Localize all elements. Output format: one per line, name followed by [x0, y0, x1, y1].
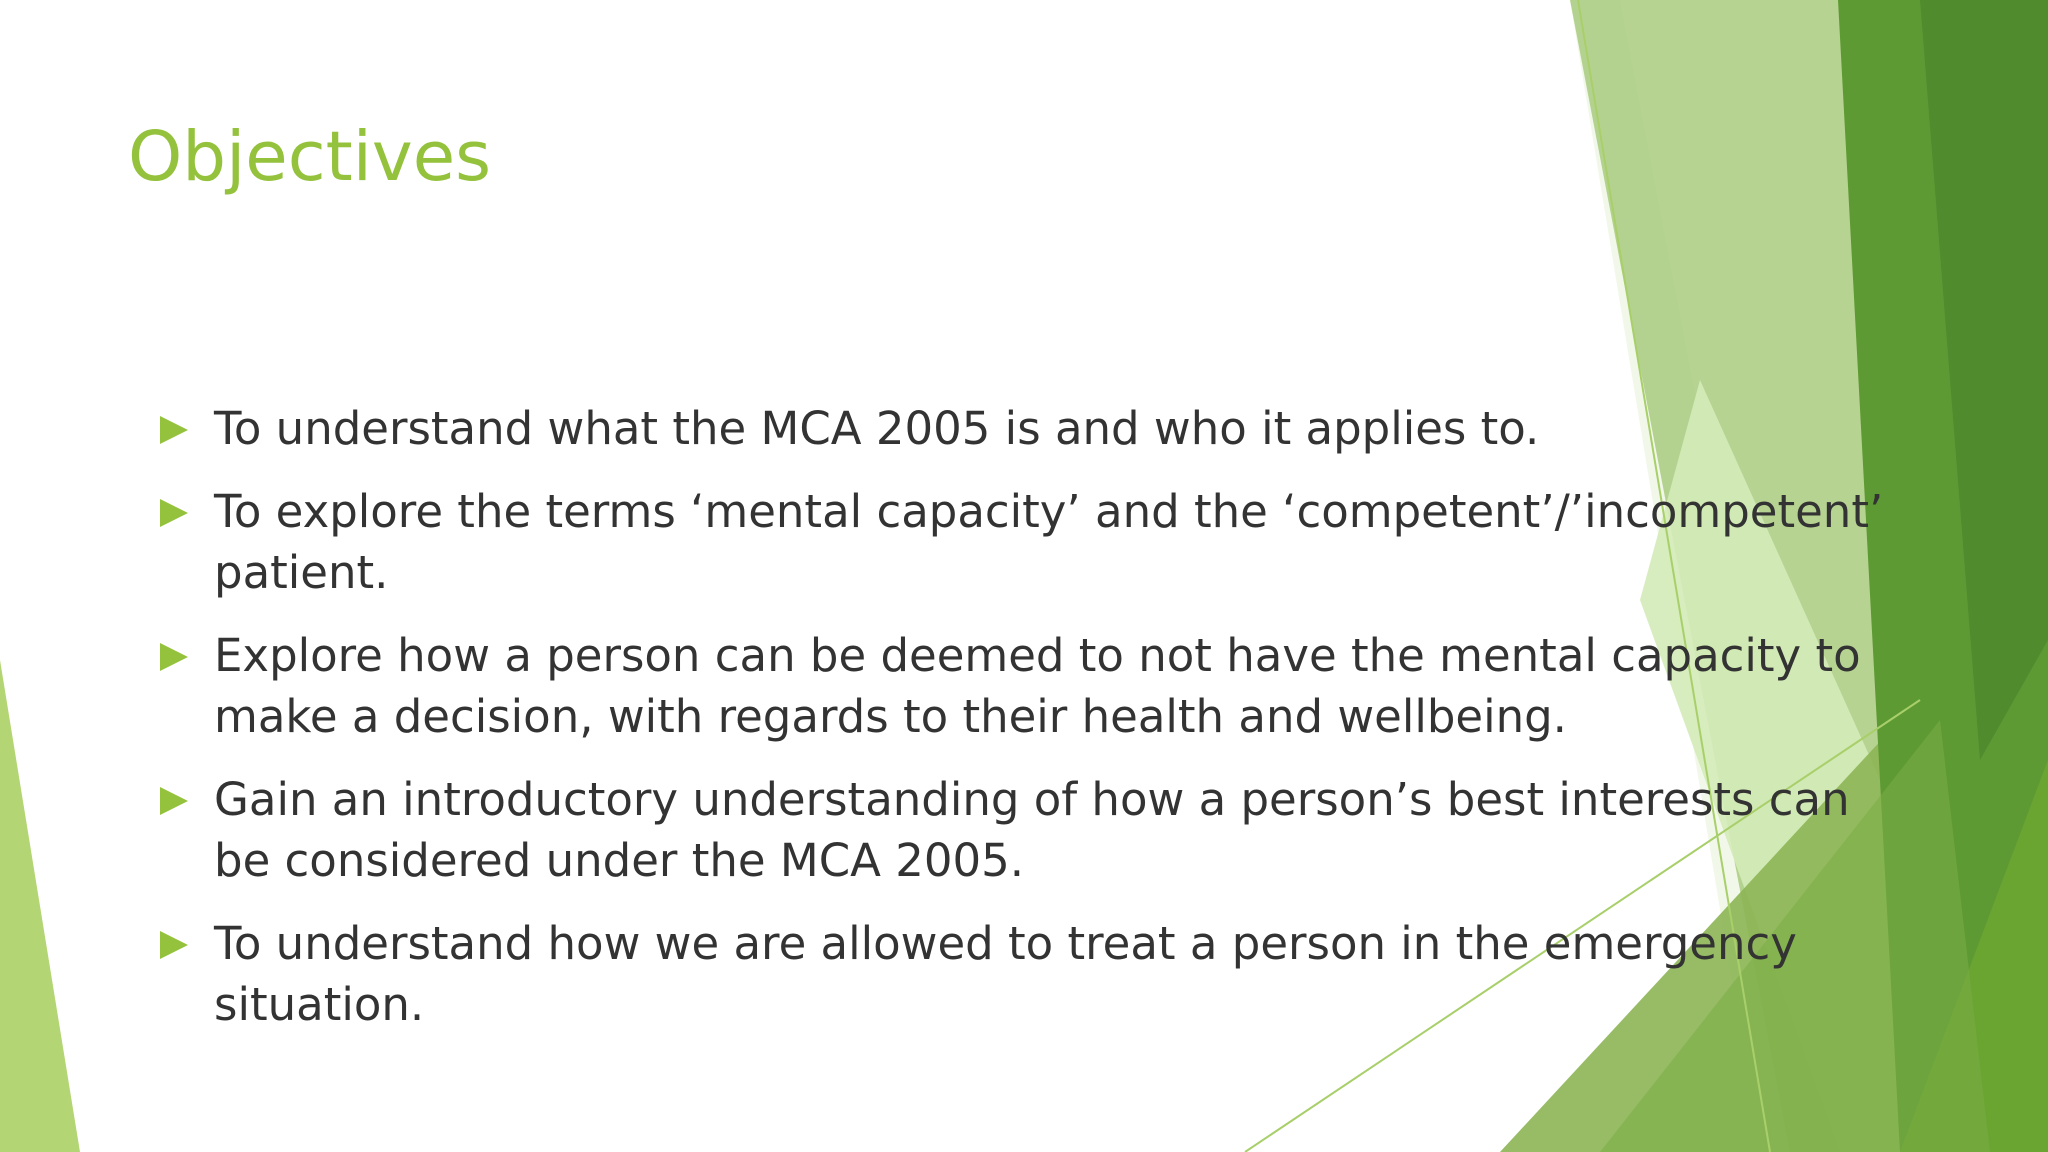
list-item — [155, 769, 1915, 891]
triangle-right-icon — [160, 499, 188, 527]
list-item — [155, 913, 1915, 1035]
triangle-right-icon — [160, 787, 188, 815]
slide-title: Objectives — [128, 117, 492, 197]
triangle-right-icon — [160, 931, 188, 959]
left-sliver-shape — [0, 660, 80, 1152]
list-item-text: To understand what the MCA 2005 is and who it applies to. — [214, 402, 1540, 455]
list-item — [155, 481, 1915, 603]
list-item-text: Explore how a person can be deemed to not have the mental capacity to make a decision, with regards to their health and wellbeing. — [214, 629, 1861, 743]
list-item — [155, 625, 1915, 747]
triangle-right-icon — [160, 643, 188, 671]
list-item-text: To understand how we are allowed to treat a person in the emergency situation. — [214, 917, 1797, 1031]
objectives-list — [155, 398, 1915, 1057]
list-item-text: To explore the terms ‘mental capacity’ and the ‘competent’/’incompetent’ patient. — [214, 485, 1884, 599]
triangle-right-icon — [160, 416, 188, 444]
list-item-text: Gain an introductory understanding of how a person’s best interests can be considered under the MCA 2005. — [214, 773, 1850, 887]
list-item — [155, 398, 1915, 459]
